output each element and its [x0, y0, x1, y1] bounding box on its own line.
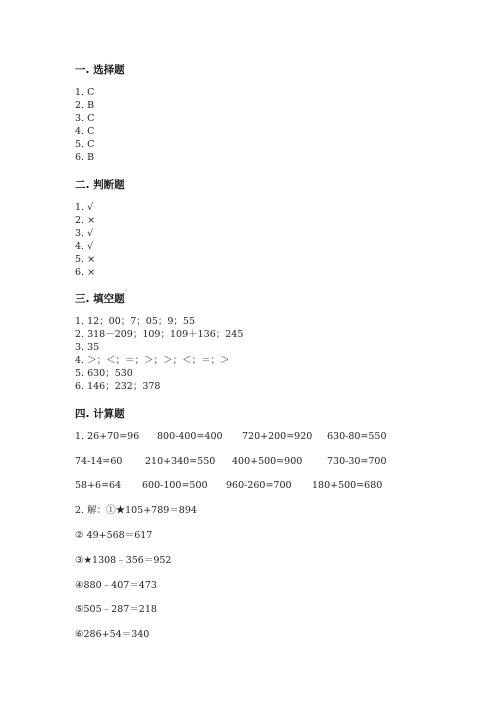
judge-answer-1: 1. √	[75, 202, 94, 213]
fill-answer-3: 3. 35	[75, 342, 100, 353]
fill-answer-4: 4. ＞；＜；＝；＞；＞；＜；＝；＞	[75, 355, 230, 366]
calc-step-3: ③★1308﹣356＝952	[75, 555, 172, 566]
fill-answer-1: 1. 12；00；7；05；9；55	[75, 316, 196, 327]
fill-answer-6: 6. 146；232；378	[75, 381, 161, 392]
choice-answer-1: 1. C	[75, 87, 95, 98]
calc-step-2: ② 49+568＝617	[75, 530, 153, 541]
choice-answer-3: 3. C	[75, 113, 95, 124]
judge-answer-2: 2. ×	[75, 215, 96, 226]
calc-cell-r2c4: 730-30=700	[327, 456, 387, 467]
judge-answer-3: 3. √	[75, 228, 94, 239]
calc-step-4: ④880﹣407＝473	[75, 580, 157, 591]
calc-step-1: 2. 解：①★105+789＝894	[75, 505, 197, 516]
calc-cell-r3c1: 58+6=64	[75, 480, 122, 491]
calc-cell-r1c2: 800-400=400	[157, 431, 223, 442]
calc-cell-r2c3: 400+500=900	[232, 456, 303, 467]
choice-answer-2: 2. B	[75, 100, 95, 111]
calc-cell-r1c3: 720+200=920	[242, 431, 313, 442]
section-title-calc: 四. 计算题	[75, 408, 125, 420]
calc-cell-r1c4: 630-80=550	[327, 431, 387, 442]
fill-answer-5: 5. 630；530	[75, 368, 133, 379]
choice-answer-4: 4. C	[75, 126, 95, 137]
calc-cell-r1c1: 1. 26+70=96	[75, 431, 140, 442]
calc-cell-r3c4: 180+500=680	[312, 480, 383, 491]
calc-cell-r3c2: 600-100=500	[142, 480, 208, 491]
calc-step-6: ⑥286+54＝340	[75, 629, 150, 640]
calc-cell-r2c2: 210+340=550	[145, 456, 216, 467]
judge-answer-5: 5. ×	[75, 254, 96, 265]
choice-answer-5: 5. C	[75, 139, 95, 150]
section-title-choice: 一. 选择题	[75, 64, 125, 76]
judge-answer-6: 6. ×	[75, 267, 96, 278]
fill-answer-2: 2. 318－209；109；109＋136；245	[75, 329, 244, 340]
section-title-fill: 三. 填空题	[75, 293, 125, 305]
calc-step-5: ⑤505﹣287＝218	[75, 604, 157, 615]
calc-cell-r3c3: 960-260=700	[226, 480, 292, 491]
choice-answer-6: 6. B	[75, 152, 95, 163]
calc-cell-r2c1: 74-14=60	[75, 456, 123, 467]
judge-answer-4: 4. √	[75, 241, 94, 252]
section-title-judge: 二. 判断题	[75, 179, 125, 191]
